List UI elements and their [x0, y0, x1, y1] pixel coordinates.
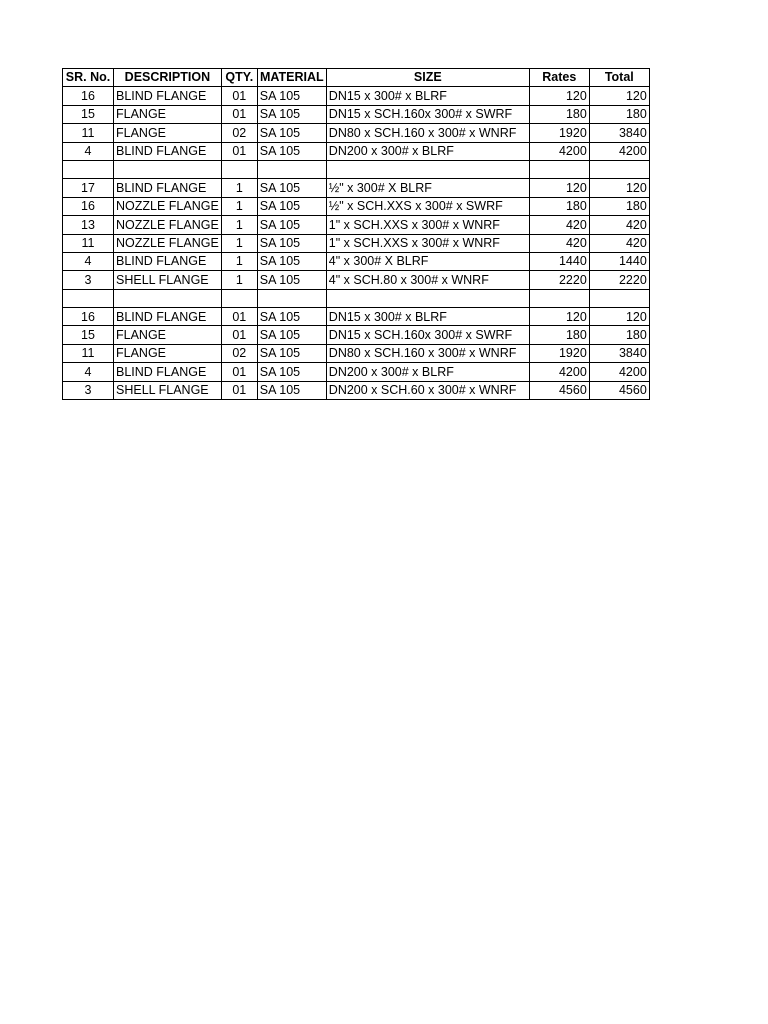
cell-description[interactable]: BLIND FLANGE [114, 363, 222, 381]
cell-rate[interactable] [529, 289, 589, 307]
cell-size[interactable]: DN15 x SCH.160x 300# x SWRF [326, 326, 529, 344]
cell-description[interactable]: NOZZLE FLANGE [114, 234, 222, 252]
cell-rate[interactable]: 2220 [529, 271, 589, 289]
cell-material[interactable]: SA 105 [257, 308, 326, 326]
header-total[interactable]: Total [589, 69, 649, 87]
cell-description[interactable] [114, 160, 222, 178]
cell-total[interactable]: 180 [589, 197, 649, 215]
cell-material[interactable]: SA 105 [257, 124, 326, 142]
spreadsheet-sheet [62, 68, 650, 400]
cell-description[interactable]: BLIND FLANGE [114, 142, 222, 160]
cell-material[interactable]: SA 105 [257, 363, 326, 381]
cell-size[interactable]: DN15 x SCH.160x 300# x SWRF [326, 105, 529, 123]
cell-material[interactable]: SA 105 [257, 271, 326, 289]
cell-sr-no[interactable]: 4 [63, 363, 114, 381]
cell-description[interactable]: BLIND FLANGE [114, 87, 222, 105]
cell-material[interactable]: SA 105 [257, 105, 326, 123]
cell-size[interactable]: 4" x SCH.80 x 300# x WNRF [326, 271, 529, 289]
cell-sr-no[interactable]: 16 [63, 197, 114, 215]
cell-total[interactable]: 4200 [589, 142, 649, 160]
header-rates[interactable]: Rates [529, 69, 589, 87]
cell-description[interactable]: FLANGE [114, 326, 222, 344]
cell-description[interactable]: SHELL FLANGE [114, 381, 222, 399]
header-sr-no[interactable]: SR. No. [63, 69, 114, 87]
cell-description[interactable]: BLIND FLANGE [114, 252, 222, 270]
cell-rate[interactable]: 120 [529, 179, 589, 197]
header-row [63, 69, 650, 87]
cell-material[interactable]: SA 105 [257, 87, 326, 105]
cell-material[interactable]: SA 105 [257, 326, 326, 344]
table-row [63, 234, 650, 252]
cell-size[interactable] [326, 160, 529, 178]
cell-material[interactable] [257, 160, 326, 178]
cell-qty[interactable]: 01 [221, 326, 257, 344]
cell-total[interactable]: 120 [589, 179, 649, 197]
table-row [63, 344, 650, 362]
cell-rate[interactable]: 120 [529, 87, 589, 105]
cell-total[interactable] [589, 160, 649, 178]
cell-qty[interactable]: 1 [221, 197, 257, 215]
cell-description[interactable] [114, 289, 222, 307]
cell-description[interactable]: BLIND FLANGE [114, 308, 222, 326]
cell-rate[interactable]: 4200 [529, 142, 589, 160]
empty-separator-row [63, 160, 650, 178]
cell-total[interactable]: 120 [589, 87, 649, 105]
cell-sr-no[interactable]: 17 [63, 179, 114, 197]
cell-rate[interactable]: 4200 [529, 363, 589, 381]
cell-qty[interactable]: 01 [221, 105, 257, 123]
table-row [63, 124, 650, 142]
cell-total[interactable]: 1440 [589, 252, 649, 270]
cell-rate[interactable]: 420 [529, 216, 589, 234]
cell-rate[interactable]: 180 [529, 105, 589, 123]
cell-size[interactable]: ½" x SCH.XXS x 300# x SWRF [326, 197, 529, 215]
cell-total[interactable]: 4200 [589, 363, 649, 381]
table-row [63, 363, 650, 381]
cell-size[interactable]: ½" x 300# X BLRF [326, 179, 529, 197]
cell-rate[interactable]: 180 [529, 197, 589, 215]
flange-price-table [62, 68, 650, 400]
cell-rate[interactable]: 1920 [529, 124, 589, 142]
cell-material[interactable] [257, 289, 326, 307]
empty-separator-row [63, 289, 650, 307]
cell-total[interactable]: 3840 [589, 344, 649, 362]
cell-rate[interactable] [529, 160, 589, 178]
cell-qty[interactable] [221, 289, 257, 307]
cell-size[interactable] [326, 289, 529, 307]
table-body [63, 87, 650, 400]
cell-size[interactable]: 4" x 300# X BLRF [326, 252, 529, 270]
table-row [63, 252, 650, 270]
table-row [63, 197, 650, 215]
cell-sr-no[interactable] [63, 160, 114, 178]
cell-size[interactable]: DN200 x 300# x BLRF [326, 363, 529, 381]
header-qty[interactable]: QTY. [221, 69, 257, 87]
cell-description[interactable]: NOZZLE FLANGE [114, 216, 222, 234]
cell-rate[interactable]: 120 [529, 308, 589, 326]
cell-qty[interactable]: 01 [221, 87, 257, 105]
cell-qty[interactable]: 02 [221, 344, 257, 362]
cell-sr-no[interactable]: 15 [63, 326, 114, 344]
cell-sr-no[interactable]: 15 [63, 105, 114, 123]
cell-sr-no[interactable]: 11 [63, 124, 114, 142]
table-row [63, 216, 650, 234]
cell-sr-no[interactable]: 3 [63, 271, 114, 289]
cell-size[interactable]: DN15 x 300# x BLRF [326, 308, 529, 326]
cell-qty[interactable]: 1 [221, 271, 257, 289]
cell-description[interactable]: FLANGE [114, 344, 222, 362]
cell-qty[interactable]: 1 [221, 216, 257, 234]
cell-rate[interactable]: 420 [529, 234, 589, 252]
cell-material[interactable]: SA 105 [257, 197, 326, 215]
cell-size[interactable]: 1" x SCH.XXS x 300# x WNRF [326, 216, 529, 234]
cell-description[interactable]: FLANGE [114, 124, 222, 142]
table-row [63, 105, 650, 123]
cell-sr-no[interactable] [63, 289, 114, 307]
table-row [63, 142, 650, 160]
cell-qty[interactable]: 01 [221, 363, 257, 381]
cell-sr-no[interactable]: 4 [63, 142, 114, 160]
cell-qty[interactable]: 01 [221, 142, 257, 160]
table-row [63, 381, 650, 399]
cell-sr-no[interactable]: 16 [63, 308, 114, 326]
cell-total[interactable]: 2220 [589, 271, 649, 289]
table-row [63, 179, 650, 197]
cell-size[interactable]: DN15 x 300# x BLRF [326, 87, 529, 105]
cell-material[interactable]: SA 105 [257, 142, 326, 160]
cell-material[interactable]: SA 105 [257, 234, 326, 252]
cell-rate[interactable]: 4560 [529, 381, 589, 399]
cell-material[interactable]: SA 105 [257, 381, 326, 399]
cell-material[interactable]: SA 105 [257, 216, 326, 234]
cell-description[interactable]: NOZZLE FLANGE [114, 197, 222, 215]
cell-material[interactable]: SA 105 [257, 252, 326, 270]
cell-sr-no[interactable]: 4 [63, 252, 114, 270]
cell-sr-no[interactable]: 11 [63, 344, 114, 362]
cell-qty[interactable]: 1 [221, 179, 257, 197]
table-row [63, 271, 650, 289]
table-row [63, 87, 650, 105]
cell-total[interactable] [589, 289, 649, 307]
cell-total[interactable]: 120 [589, 308, 649, 326]
cell-qty[interactable]: 1 [221, 252, 257, 270]
cell-material[interactable]: SA 105 [257, 179, 326, 197]
table-row [63, 308, 650, 326]
cell-size[interactable]: DN200 x 300# x BLRF [326, 142, 529, 160]
cell-qty[interactable]: 01 [221, 308, 257, 326]
cell-qty[interactable]: 1 [221, 234, 257, 252]
header-description[interactable]: DESCRIPTION [114, 69, 222, 87]
cell-total[interactable]: 3840 [589, 124, 649, 142]
cell-material[interactable]: SA 105 [257, 344, 326, 362]
cell-description[interactable]: SHELL FLANGE [114, 271, 222, 289]
cell-total[interactable]: 420 [589, 216, 649, 234]
cell-total[interactable]: 180 [589, 105, 649, 123]
cell-qty[interactable]: 01 [221, 381, 257, 399]
cell-total[interactable]: 4560 [589, 381, 649, 399]
cell-size[interactable]: 1" x SCH.XXS x 300# x WNRF [326, 234, 529, 252]
cell-rate[interactable]: 1440 [529, 252, 589, 270]
table-row [63, 326, 650, 344]
cell-total[interactable]: 420 [589, 234, 649, 252]
cell-qty[interactable]: 02 [221, 124, 257, 142]
cell-sr-no[interactable]: 16 [63, 87, 114, 105]
cell-size[interactable]: DN80 x SCH.160 x 300# x WNRF [326, 344, 529, 362]
cell-sr-no[interactable]: 11 [63, 234, 114, 252]
header-size[interactable]: SIZE [326, 69, 529, 87]
cell-total[interactable]: 180 [589, 326, 649, 344]
cell-description[interactable]: FLANGE [114, 105, 222, 123]
cell-rate[interactable]: 1920 [529, 344, 589, 362]
cell-rate[interactable]: 180 [529, 326, 589, 344]
cell-sr-no[interactable]: 3 [63, 381, 114, 399]
header-material[interactable]: MATERIAL [257, 69, 326, 87]
cell-description[interactable]: BLIND FLANGE [114, 179, 222, 197]
cell-qty[interactable] [221, 160, 257, 178]
cell-size[interactable]: DN200 x SCH.60 x 300# x WNRF [326, 381, 529, 399]
cell-size[interactable]: DN80 x SCH.160 x 300# x WNRF [326, 124, 529, 142]
cell-sr-no[interactable]: 13 [63, 216, 114, 234]
